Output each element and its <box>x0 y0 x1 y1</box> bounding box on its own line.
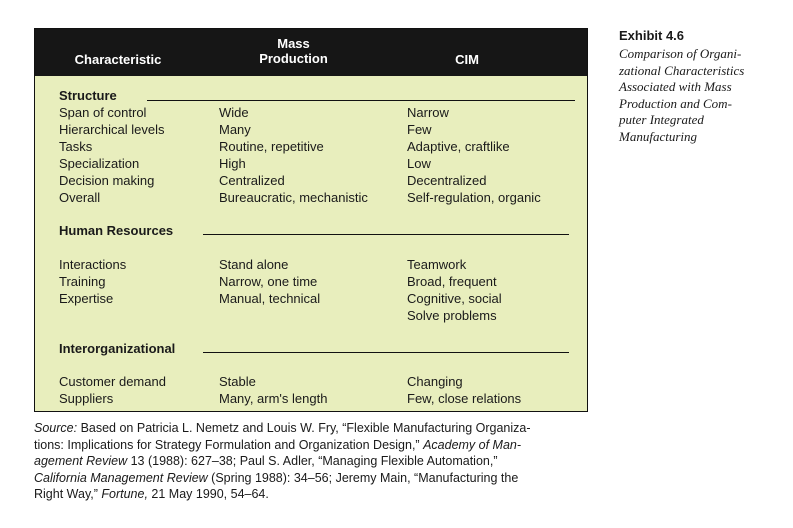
row-mass-value: Many <box>219 122 251 137</box>
row-mass-value: Bureaucratic, mechanistic <box>219 190 368 205</box>
source-text: 13 (1988): 627–38; Paul S. Adler, “Managing Flexible Automation,” <box>127 454 498 468</box>
source-line <box>34 453 594 470</box>
row-label: Overall <box>59 190 101 205</box>
row-cim-value: Few, close relations <box>407 391 522 406</box>
row-mass-value: Many, arm's length <box>219 391 328 406</box>
row-cim-value: Self-regulation, organic <box>407 190 541 205</box>
row-cim-value: Few <box>407 122 432 137</box>
comparison-table <box>34 28 588 412</box>
exhibit-caption <box>619 46 769 145</box>
row-label: Span of control <box>59 105 147 120</box>
source-text: Based on Patricia L. Nemetz and Louis W. Fry, “Flexible Manufacturing Organiza- <box>77 421 531 435</box>
journal-title: Academy of Man- <box>423 437 522 452</box>
row-label: Tasks <box>59 139 93 154</box>
journal-title: agement Review <box>34 454 128 468</box>
row-mass-value: Manual, technical <box>219 291 321 306</box>
row-cim-value: Adaptive, craftlike <box>407 139 510 154</box>
caption-line: Associated with Mass <box>619 79 732 94</box>
header-cim: CIM <box>455 52 479 67</box>
journal-title: Fortune, <box>101 487 148 501</box>
row-cim-value: Changing <box>407 374 463 389</box>
source-line <box>34 437 594 454</box>
caption-line: zational Characteristics <box>619 62 745 78</box>
table-header <box>35 29 587 76</box>
source-line <box>34 470 594 487</box>
source-line <box>34 486 594 503</box>
section-rule-structure <box>147 100 575 101</box>
row-label: Specialization <box>59 156 140 171</box>
header-mass-line1: Mass <box>277 36 310 51</box>
source-text: Right Way,” <box>34 487 102 501</box>
caption-line: Production and Com- <box>619 95 732 111</box>
section-title-structure: Structure <box>59 88 117 103</box>
row-label: Suppliers <box>59 391 114 406</box>
row-cim-value: Cognitive, social <box>407 291 502 306</box>
row-label: Interactions <box>59 257 127 272</box>
source-text: (Spring 1988): 34–56; Jeremy Main, “Manufacturing the <box>207 470 519 485</box>
source-line <box>34 420 594 437</box>
header-mass-line2: Production <box>259 51 328 66</box>
journal-title: California Management Review <box>34 470 208 485</box>
row-cim-value: Teamwork <box>407 257 467 272</box>
row-mass-value: Wide <box>219 105 249 120</box>
row-cim-value: Low <box>407 156 431 171</box>
row-mass-value: High <box>219 156 246 171</box>
row-mass-value: Routine, repetitive <box>219 139 324 154</box>
row-label: Decision making <box>59 173 155 188</box>
section-title-interorganizational: Interorganizational <box>59 341 176 356</box>
row-label: Hierarchical levels <box>59 122 165 137</box>
row-cim-value: Solve problems <box>407 308 497 323</box>
row-mass-value: Narrow, one time <box>219 274 318 289</box>
caption-line: puter Integrated <box>619 112 704 127</box>
row-label: Customer demand <box>59 374 166 389</box>
row-mass-value: Stand alone <box>219 257 289 272</box>
source-text: 21 May 1990, 54–64. <box>147 487 269 501</box>
row-mass-value: Stable <box>219 374 256 389</box>
row-cim-value: Narrow <box>407 105 449 120</box>
row-cim-value: Broad, frequent <box>407 274 497 289</box>
caption-line: Comparison of Organi- <box>619 46 742 61</box>
source-text: tions: Implications for Strategy Formulation and Organization Design,” <box>34 437 424 452</box>
section-title-human-resources: Human Resources <box>59 223 174 238</box>
caption-line: Manufacturing <box>619 128 697 144</box>
section-rule-human-resources <box>203 234 569 235</box>
row-mass-value: Centralized <box>219 173 285 188</box>
row-cim-value: Decentralized <box>407 173 487 188</box>
source-label: Source: <box>34 421 78 435</box>
source-citation <box>34 420 594 503</box>
row-label: Expertise <box>59 291 114 306</box>
header-mass-production <box>231 36 356 66</box>
header-characteristic: Characteristic <box>74 52 162 67</box>
section-rule-interorganizational <box>203 352 569 353</box>
exhibit-number: Exhibit 4.6 <box>619 28 685 43</box>
row-label: Training <box>59 274 106 289</box>
